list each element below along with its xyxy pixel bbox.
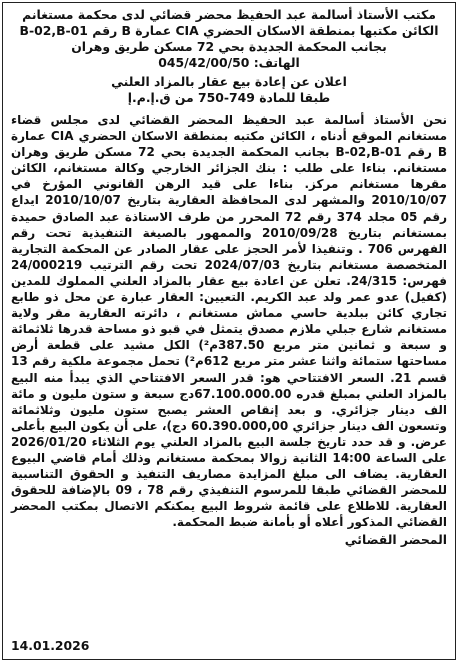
- notice-title: اعلان عن إعادة بيع عقار بالمزاد العلني: [111, 74, 347, 89]
- office-address-line2: بجانب المحكمة الجديدة بحي 72 مسكن طريق وهران: [71, 39, 387, 54]
- legal-notice: [2, 2, 456, 660]
- notice-header: [11, 7, 447, 106]
- office-phone: الهاتف: 045/42/00/50: [158, 55, 300, 70]
- office-address-line1: الكائن مكتبها بمنطقة الاسكان الحضري CIA عمارة B رقم B-02,B-01: [19, 23, 439, 38]
- notice-date: 14.01.2026: [11, 638, 90, 653]
- office-name: مكتب الأستاذ أسالمة عبد الحفيظ محضر قضائي لدى محكمة مستغانم: [22, 7, 436, 22]
- notice-body: [11, 112, 447, 530]
- legal-basis: طبقا للمادة 749-750 من ق.إ.م.إ: [127, 90, 331, 105]
- signature: المحضر القضائي: [344, 532, 447, 548]
- notice-body-text: نحن الأستاذ أسالمة عبد الحفيظ المحضر القضائي لدى مجلس قضاء مستغانم الموقع أدناه ، الكائن مكتبه بمنطقة الاسكان الحضري CIA عمارة B رقم B-02,B-01 بجانب المحكمة الجديدة بحي 72 مسكن طريق وهران مستغانم. بناءا على طلب : بنك الجزائر الخارجي وكالة مستغانم، الكائن مقرها مستغانم مركز. بناءا على قيد الرهن القانوني المؤرخ في 2010/10/07 والمشهر لدى المحافظة العقارية بتاريخ 2010/10/07 ايداع رقم 05 مجلد 374 رقم 72 المحرر من طرف الاستاذة عبد الصادق حميدة بمستغانم بتاريخ 2010/09/28 والممهور بالصيغة التنفيذية تحت رقم الفهرس 706 . وتنفيذا لأمر الحجز على عقار الصادر عن المحكمة التجارية المتخصصة مستغانم بتاريخ 2024/07/03 تحت رقم الترتيب 24/000219 فهرس: 24/315. تعلن عن اعادة بيع عقار بالمزاد العلني المملوك للمدين (كفيل) عدو عمر ولد عبد الكريم. التعيين: العقار عبارة عن محل ذو طابع تجاري كائن ببلدية حاسي مماش مستغانم ، دائرته العقارية مقر ولاية مستغانم شارع جبلي ملازم مصدق يتمثل في قبو ذو مساحة قدرها ثلاثمائة و سبعة و ثمانين متر مربع 387.50م²) الكل مشيد على قطعة أرض مساحتها ستمائة واثنا عشر متر مربع 612م²) تحمل مجموعة ملكية رقم 13 قسم 21. السعر الافتتاحي هو: قدر السعر الافتتاحي الذي يبدأ منه البيع بالمزاد العلني بمبلغ قدره 67.100.000.00دج سبعة و ستون مليون و مائة الف دينار جزائري. و بعد إنقاص العشر يصبح ستون مليون وثلاثمائة وتسعون الف دينار جزائري 60.390.000,00 دج)، على أن يكون البيع بأعلى عرض. و قد حدد تاريخ جلسة البيع بالمزاد العلني يوم الثلاثاء 2026/01/20 على الساعة 14:00 الثانية زوالا بمحكمة مستغانم وذلك أمام قاضي البيوع العقارية. يضاف الى مبلغ المزايدة مصاريف التنفيذ و الحقوق التناسبية للمحضر القضائي طبقا للمرسوم التنفيذي رقم 78 ، 09 بالإضافة للحقوق العقارية. للاطلاع على قائمة شروط البيع يمكنكم الاتصال بمكتب المحضر القضائي المذكور أعلاه أو بأمانة ضبط المحكمة.: [11, 113, 448, 530]
